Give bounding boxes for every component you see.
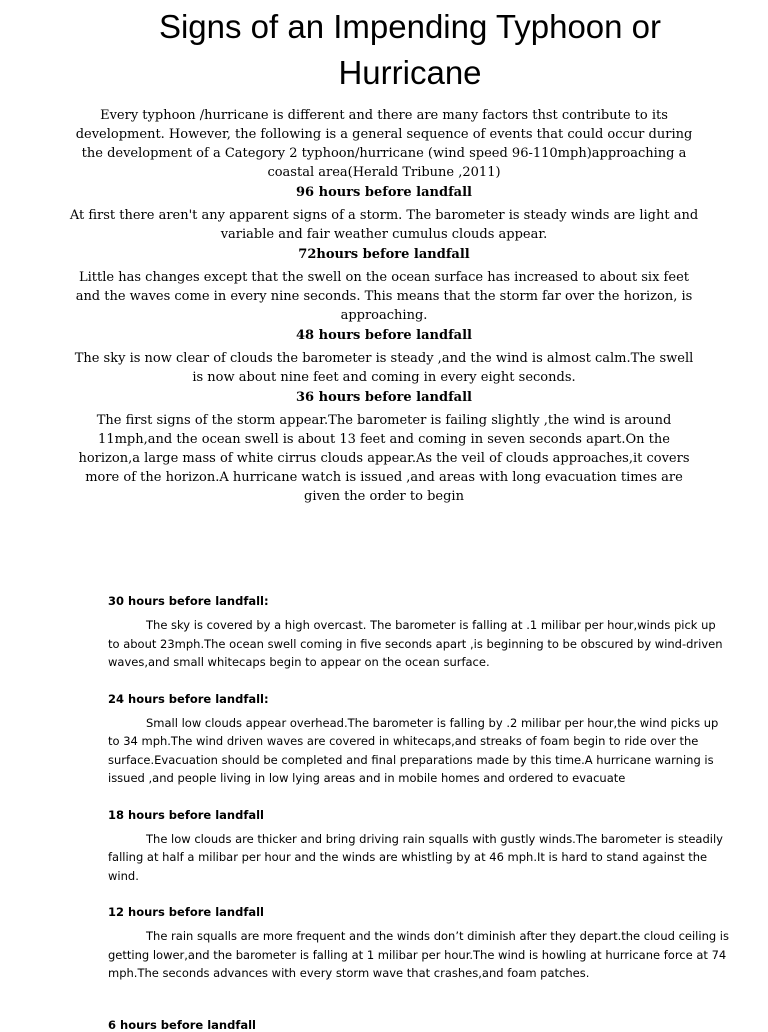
- entry-body-18h: The low clouds are thicker and bring driving rain squalls with gustly winds.The barometer is steadily falling at half a milibar per hour and the winds are whistling by at 46 mph.It is hard to stand against the wind.: [108, 831, 723, 883]
- entry-body-24h: Small low clouds appear overhead.The barometer is falling by .2 milibar per hour,the wind picks up to 34 mph.The wind driven waves are covered in whitecaps,and streaks of foam begin to ride over the surface.Evacuation should be completed and final preparations made by this time.A hurricane warning is issued ,and people living in low lying areas and in mobile homes and ordered to evacuate: [108, 715, 719, 785]
- entry-heading-6h-cutoff: 6 hours before landfall: [108, 1018, 256, 1032]
- entry-24h: [108, 690, 730, 788]
- section-body-96h: At first there aren't any apparent signs of a storm. The barometer is steady winds are light and variable and fair weather cumulus clouds appear.: [69, 208, 699, 242]
- section-heading-72h: 72hours before landfall: [298, 247, 470, 262]
- lower-section: [108, 592, 730, 1001]
- entry-12h: [108, 903, 730, 983]
- section-heading-96h: 96 hours before landfall: [296, 185, 472, 200]
- upper-section: [68, 106, 700, 506]
- entry-30h: [108, 592, 730, 672]
- section-heading-36h: 36 hours before landfall: [296, 390, 472, 405]
- entry-heading-24h: 24 hours before landfall:: [108, 691, 269, 706]
- entry-18h: [108, 806, 730, 886]
- document-title: Signs of an Impending Typhoon or Hurricane: [158, 8, 662, 91]
- intro-paragraph: Every typhoon /hurricane is different and there are many factors thst contribute to its development. However, the following is a general sequence of events that could occur during the development of a Category 2 typhoon/hurricane (wind speed 96-110mph)approaching a coastal area(Herald Tribune ,2011): [75, 108, 693, 180]
- entry-heading-30h: 30 hours before landfall:: [108, 594, 269, 608]
- section-heading-48h: 48 hours before landfall: [296, 328, 472, 343]
- section-body-72h: Little has changes except that the swell on the ocean surface has increased to about six feet and the waves come in every nine seconds. This means that the storm far over the horizon, is approaching.: [75, 270, 693, 323]
- entry-heading-18h: 18 hours before landfall: [108, 807, 264, 822]
- entry-body-12h: The rain squalls are more frequent and the winds don’t diminish after they depart.the cloud ceiling is getting lower,and the barometer is falling at 1 milibar per hour.The wind is howling at hurricane force at 74 mph.The seconds advances with every storm wave that crashes,and foam patches.: [108, 929, 729, 980]
- section-body-48h: The sky is now clear of clouds the barometer is steady ,and the wind is almost calm.The swell is now about nine feet and coming in every eight seconds.: [74, 351, 694, 385]
- section-body-36h: The first signs of the storm appear.The barometer is failing slightly ,the wind is around 11mph,and the ocean swell is about 13 feet and coming in seven seconds apart.On the horizon,a large mass of white cirrus clouds appear.As the veil of clouds approaches,it covers more of the horizon.A hurricane watch is issued ,and areas with long evacuation times are given the order to begin: [78, 413, 690, 504]
- entry-body-30h: The sky is covered by a high overcast. The barometer is falling at .1 milibar per hour,winds pick up to about 23mph.The ocean swell coming in five seconds apart ,is beginning to be obscured by wind-driven waves,and small whitecaps begin to appear on the ocean surface.: [108, 618, 723, 669]
- entry-heading-12h: 12 hours before landfall: [108, 905, 264, 919]
